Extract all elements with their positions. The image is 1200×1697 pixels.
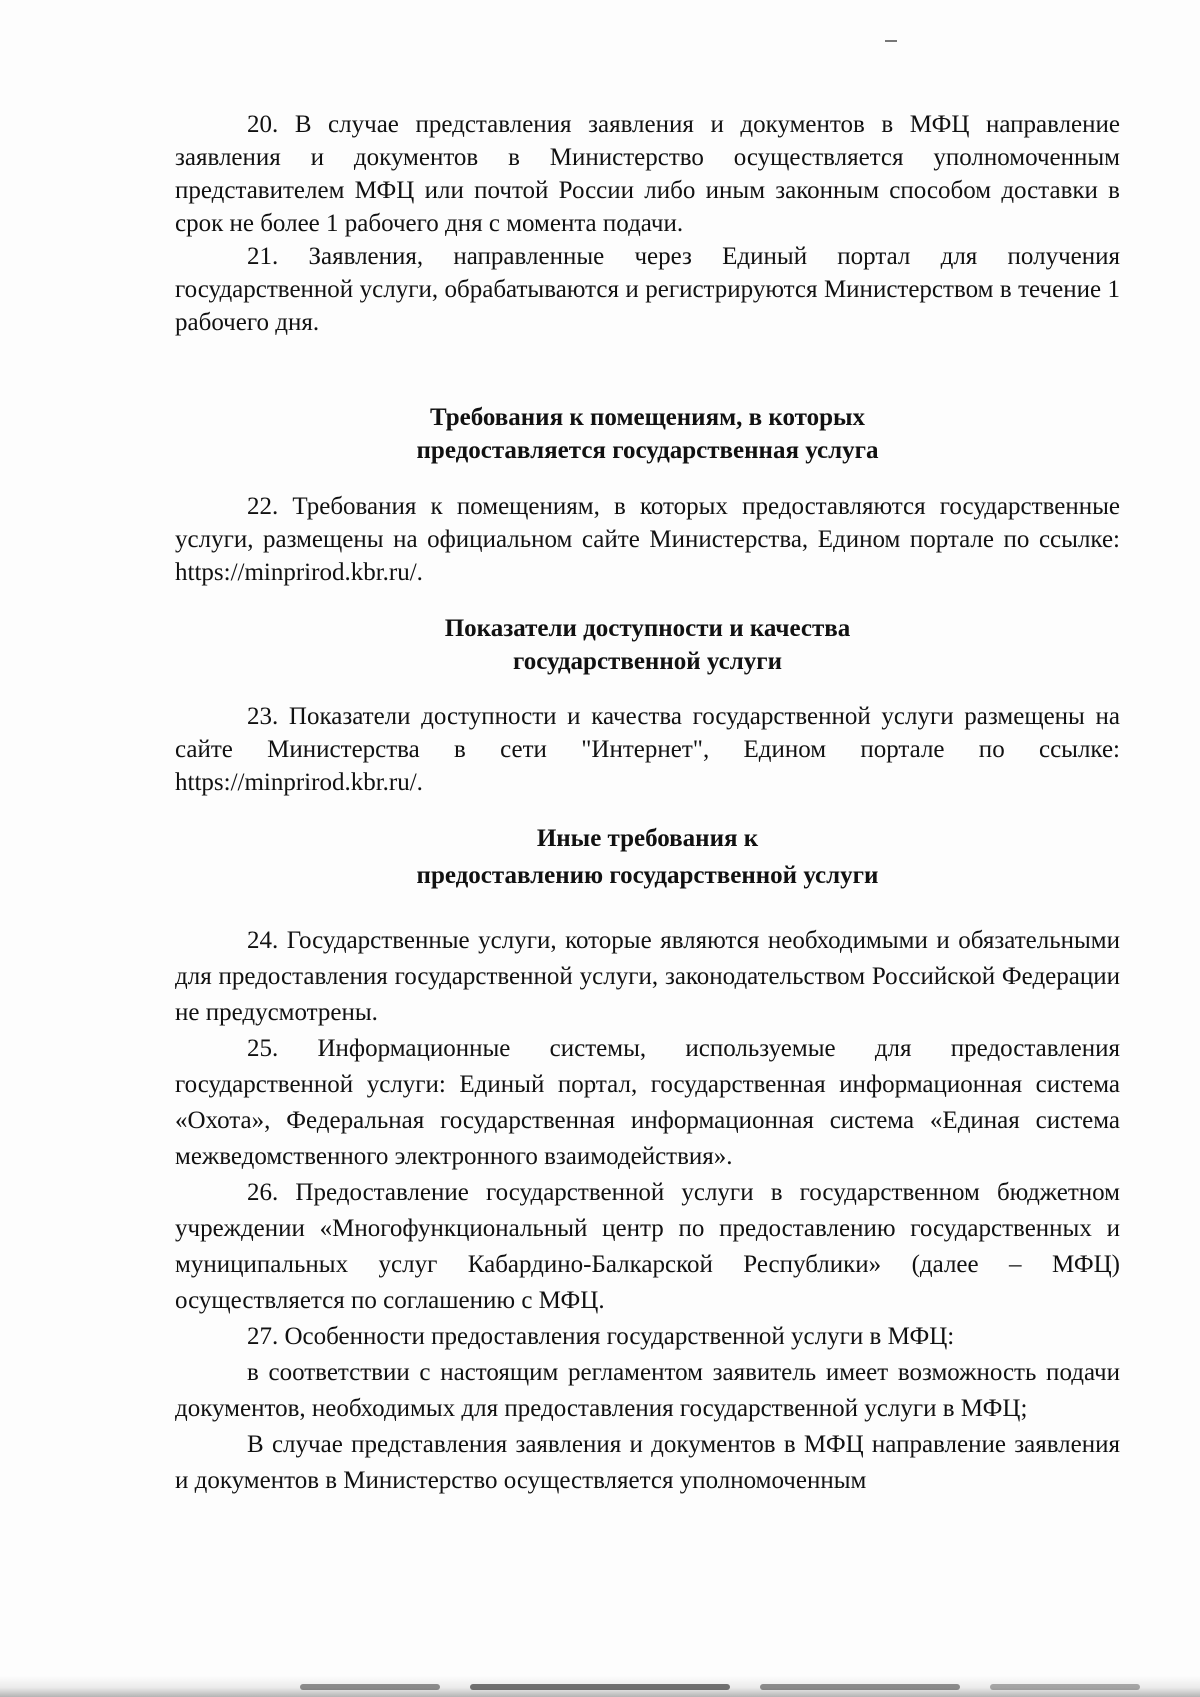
heading-premises-line2: предоставляется государственная услуга: [416, 437, 879, 464]
heading-premises-line1: Требования к помещениям, в которых: [430, 404, 865, 431]
heading-accessibility-line1: Показатели доступности и качества: [444, 615, 851, 642]
paragraph-22: 22. Требования к помещениям, в которых предоставляются государственные услуги, размещены на официальном сайте Министерства, Едином портале по ссылке: https://minprirod.kbr.ru/.: [175, 493, 1120, 586]
paragraph-24: 24. Государственные услуги, которые являются необходимыми и обязательными для предоставления государственной услуги, законодательством Российской Федерации не предусмотрены.: [175, 927, 1120, 1026]
paragraph-23-block: [175, 700, 1120, 799]
paragraph-25: 25. Информационные системы, используемые для предоставления государственной услуги: Единый портал, государственная информационная система «Охота», Федеральная государственная информационная система «Единая система межведомственного электронного взаимодействия».: [175, 1035, 1120, 1170]
scan-artifact: [760, 1684, 960, 1690]
paragraph-21: 21. Заявления, направленные через Единый портал для получения государственной услуги, обрабатываются и регистрируются Министерством в течение 1 рабочего дня.: [175, 243, 1120, 336]
paragraph-27-item-2: В случае представления заявления и документов в МФЦ направление заявления и документов в Министерство осуществляется уполномоченным: [175, 1431, 1120, 1494]
heading-accessibility-line2: государственной услуги: [512, 648, 783, 675]
heading-premises: [175, 401, 1120, 467]
paragraph-22-block: [175, 490, 1120, 589]
scan-mark: [885, 40, 897, 42]
paragraphs-24-27: [175, 923, 1120, 1499]
paragraph-26: 26. Предоставление государственной услуги в государственном бюджетном учреждении «Многофункциональный центр по предоставлению государственных и муниципальных услуг Кабардино-Балкарской Республики» (далее – МФЦ) осуществляется по соглашению с МФЦ.: [175, 1179, 1120, 1314]
scan-artifact: [470, 1684, 730, 1690]
paragraph-27: 27. Особенности предоставления государственной услуги в МФЦ:: [247, 1323, 955, 1350]
paragraph-20: 20. В случае представления заявления и документов в МФЦ направление заявления и документов в Министерство осуществляется уполномоченным представителем МФЦ или почтой России либо иным законным способом доставки в срок не более 1 рабочего дня с момента подачи.: [175, 111, 1120, 237]
heading-other-requirements: [175, 822, 1120, 892]
heading-accessibility: [175, 612, 1120, 678]
scan-artifact: [990, 1684, 1140, 1690]
heading-other-line2: предоставлению государственной услуги: [416, 862, 879, 889]
heading-other-line1: Иные требования к: [536, 825, 759, 852]
scan-artifact: [300, 1684, 440, 1690]
paragraph-23: 23. Показатели доступности и качества государственной услуги размещены на сайте Министерства в сети "Интернет", Едином портале по ссылке: https://minprirod.kbr.ru/.: [175, 703, 1120, 796]
paragraph-27-item-1: в соответствии с настоящим регламентом заявитель имеет возможность подачи документов, необходимых для предоставления государственной услуги в МФЦ;: [175, 1359, 1120, 1422]
paragraphs-20-21: [175, 108, 1120, 339]
